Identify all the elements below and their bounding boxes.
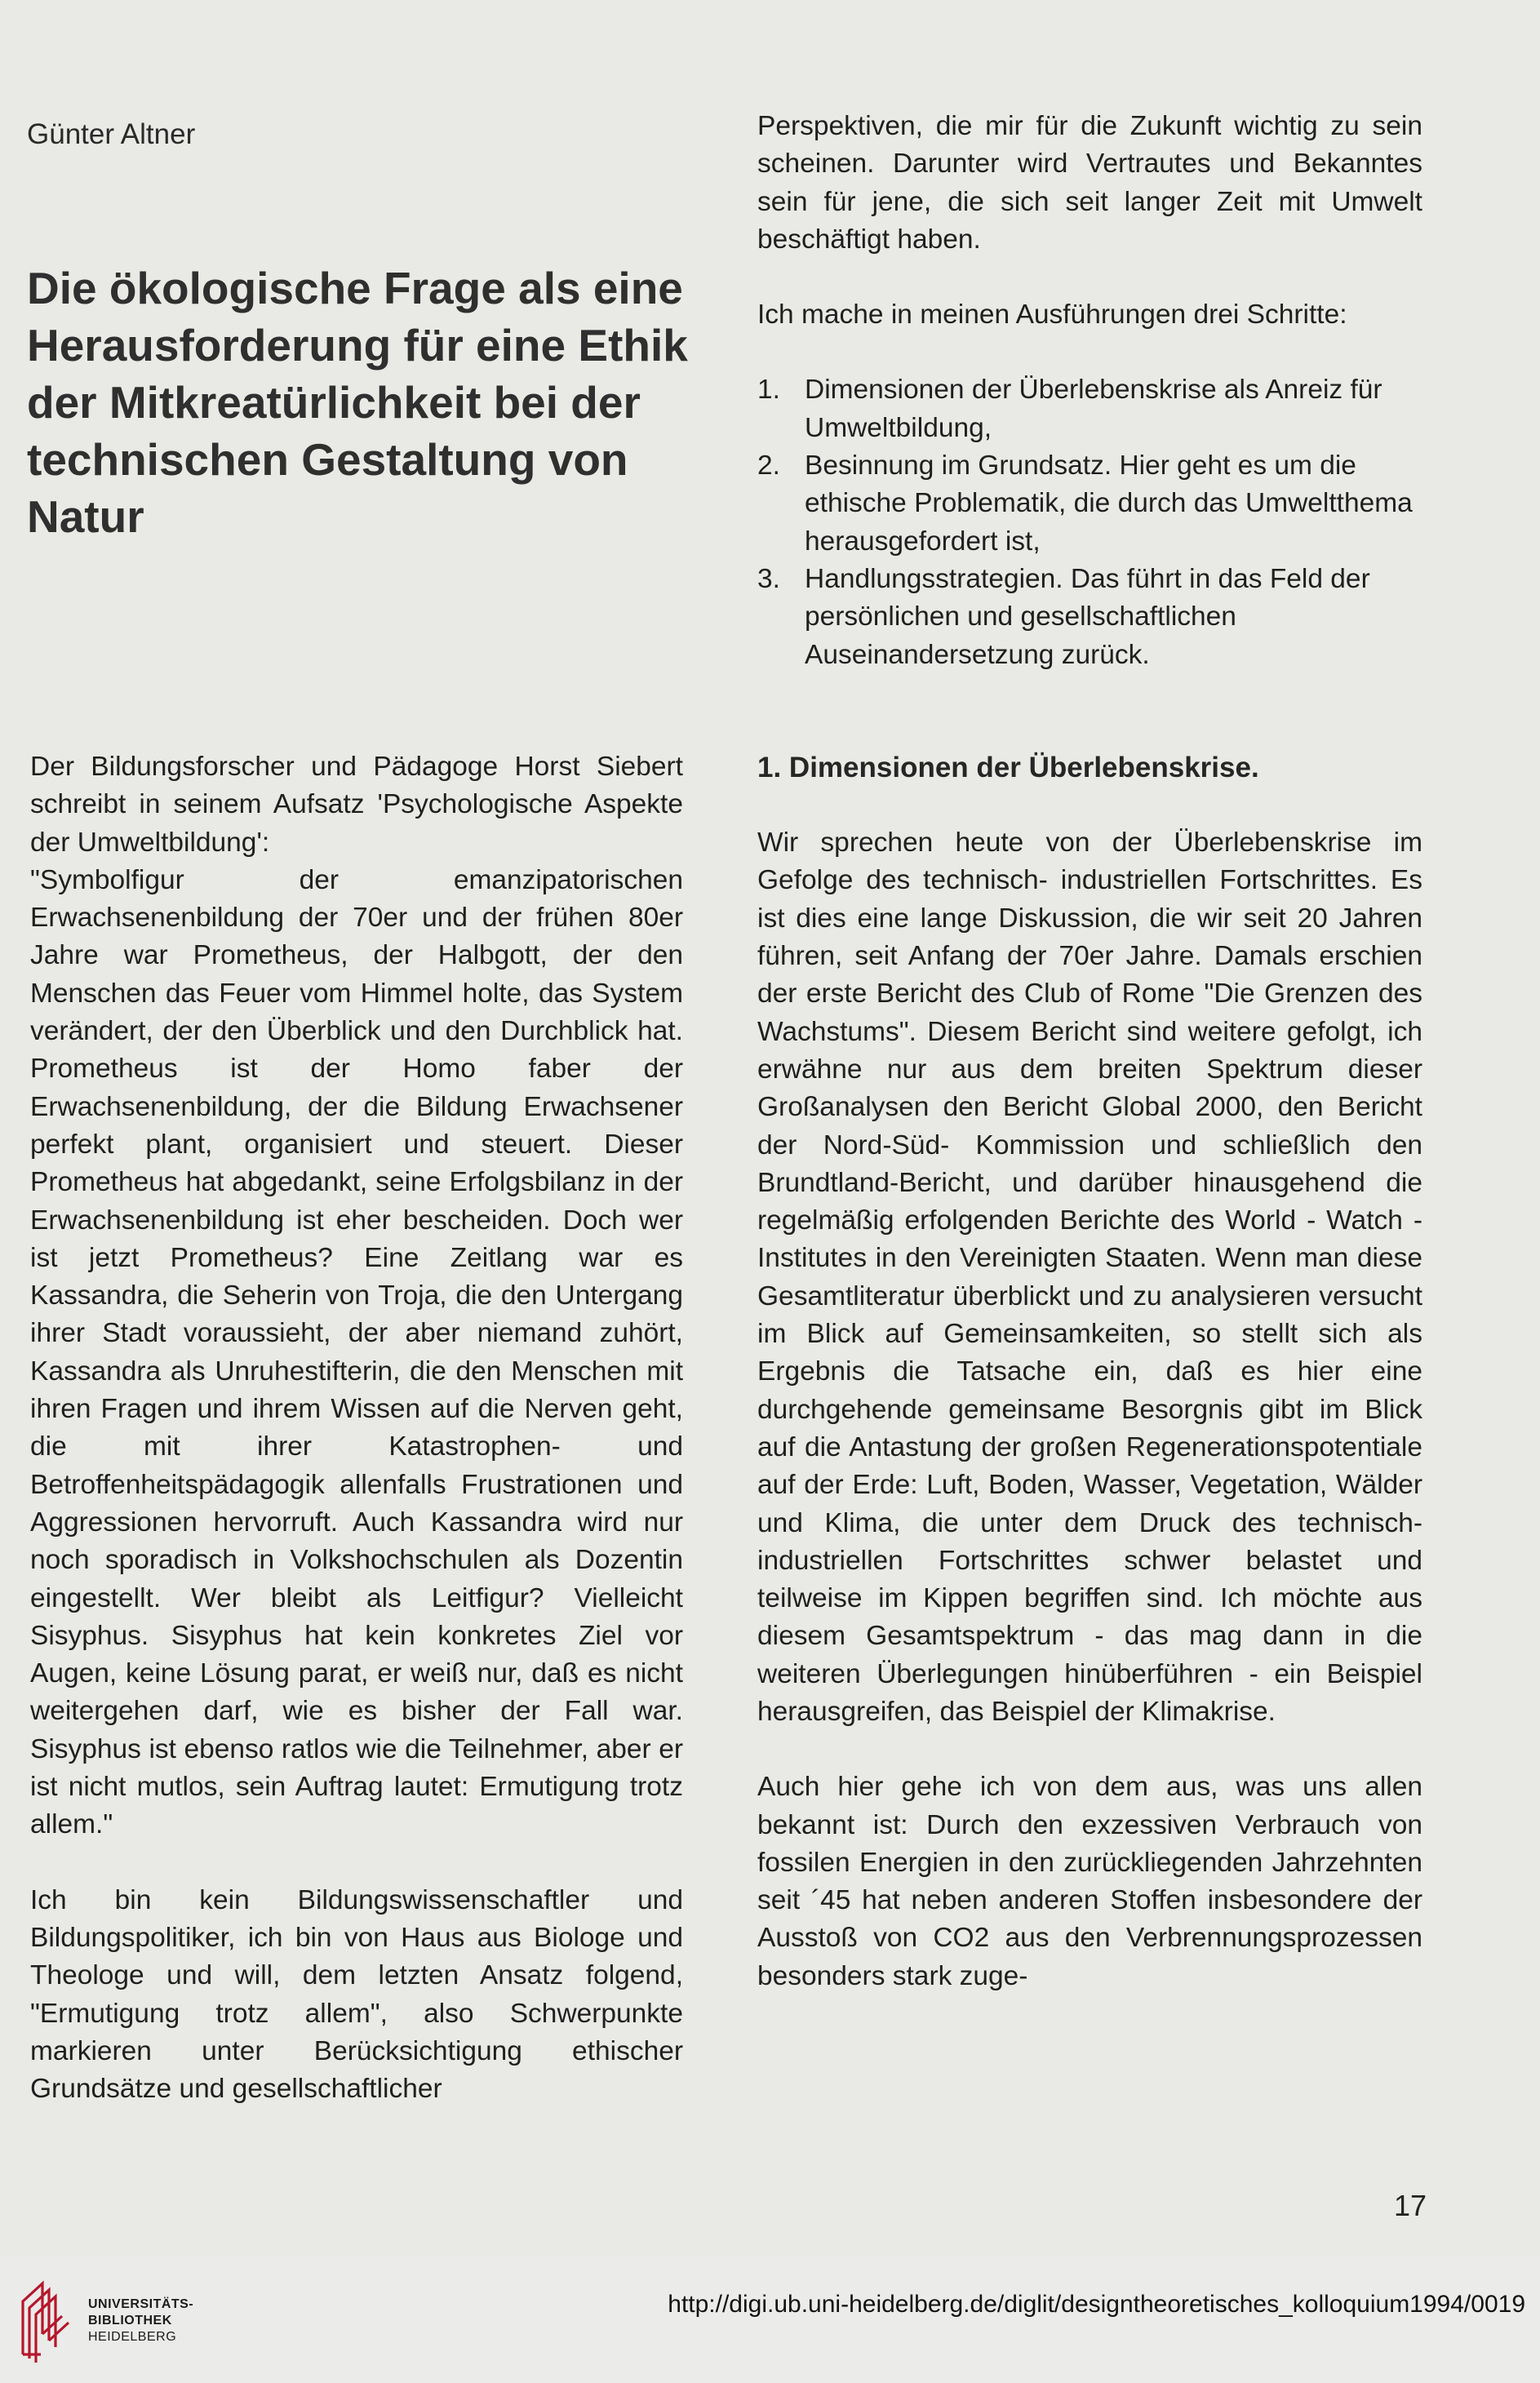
library-logo-icon [16,2277,82,2367]
steps-intro: Ich mache in meinen Ausführungen drei Schritte: [757,300,1347,331]
list-text: Besinnung im Grundsatz. Hier geht es um die ethische Problematik, die durch das Umweltthema herausgefordert ist, [805,450,1413,557]
article-title: Die ökologische Frage als eine Herausforderung für eine Ethik der Mitkreatürlichkeit bei der technischen Gestaltung von Natur [27,263,688,542]
list-text: Dimensionen der Überlebenskrise als Anreiz für Umweltbildung, [805,375,1382,443]
perspectives-paragraph: Perspektiven, die mir für die Zukunft wichtig zu sein scheinen. Darunter wird Vertrautes und Bekanntes sein für jene, die sich seit langer Zeit mit Umwelt beschäftigt haben. [757,111,1422,255]
list-number: 3. [757,563,780,594]
crisis-paragraph: Wir sprechen heute von der Überlebenskrise im Gefolge des technisch- industriellen Fortschrittes. Es ist dies eine lange Diskussion, die wir seit 20 Jahren führen, seit Anfang der 70er Jahre. Damals erschien der erste Bericht des Club of Rome "Die Grenzen des Wachstums". Diesem Bericht sind weitere gefolgt, ich erwähne nur aus dem breiten Spektrum dieser Großanalysen den Bericht Global 2000, den Bericht der Nord-Süd- Kommission und schließlich den Brundtland-Bericht, und darüber hinausgehend die regelmäßig erfolgenden Berichte des World - Watch - Institutes in den Vereinigten Staaten. Wenn man diese Gesamtliteratur überblickt und zu analysieren versucht im Blick auf Gemeinsamkeiten, so stellt sich als Ergebnis die Tatsache ein, daß es hier eine durchgehende gemeinsame Besorgnis gibt im Blick auf die Antastung der großen Regenerationspotentiale auf der Erde: Luft, Boden, Wasser, Vegetation, Wälder und Klima, die unter dem Druck des technisch-industriellen Fortschrittes schwer belastet und teilweise im Kippen begriffen sind. Ich möchte aus diesem Gesamtspektrum - das mag dann in die weiteren Überlegungen hinüberführen - ein Beispiel herausgreifen, das Beispiel der Klimakrise. [757,828,1422,1727]
library-line: HEIDELBERG [88,2330,177,2344]
list-number: 2. [757,450,780,481]
left-column [30,748,683,2108]
list-text: Handlungsstrategien. Das führt in das Feld der persönlichen und gesellschaftlichen Auseinandersetzung zurück. [805,563,1370,670]
library-name [88,2296,193,2345]
library-line: BIBLIOTHEK [88,2314,172,2328]
list-item [757,447,1422,561]
section-heading: 1. Dimensionen der Überlebenskrise. [757,751,1259,783]
author-name: Günter Altner [27,118,196,150]
page-number: 17 [1394,2189,1427,2222]
steps-list [757,371,1422,673]
footer-bar [0,2257,1540,2383]
climate-paragraph: Auch hier gehe ich von dem aus, was uns allen bekannt ist: Durch den exzessiven Verbrauch von fossilen Energien in den zurückliegenden Jahrzehnten seit ´45 hat neben anderen Stoffen insbesondere der Ausstoß von CO2 aus den Verbrennungsprozessen besonders stark zuge- [757,1772,1422,1991]
source-url-link[interactable]: http://digi.ub.uni-heidelberg.de/diglit/designtheoretisches_kolloquium1994/0019 [668,2291,1525,2318]
quote-paragraph: "Symbolfigur der emanzipatorischen Erwachsenenbildung der 70er und der frühen 80er Jahre war Prometheus, der Halbgott, der den Menschen das Feuer vom Himmel holte, das System verändert, der den Überblick und den Durchblick hat. Prometheus ist der Homo faber der Erwachsenenbildung, der die Bildung Erwachsener perfekt plant, organisiert und steuert. Dieser Prometheus hat abgedankt, seine Erfolgsbilanz in der Erwachsenenbildung ist eher bescheiden. Doch wer ist jetzt Prometheus? Eine Zeitlang war es Kassandra, die Seherin von Troja, die den Untergang ihrer Stadt voraussieht, der aber niemand zuhört, Kassandra als Unruhestifterin, die den Menschen mit ihren Fragen und ihrem Wissen auf die Nerven geht, die mit ihrer Katastrophen- und Betroffenheitspädagogik allenfalls Frustrationen und Aggressionen hervorruft. Auch Kassandra wird nur noch sporadisch in Volkshochschulen als Dozentin eingestellt. Wer bleibt als Leitfigur? Vielleicht Sisyphus. Sisyphus hat kein konkretes Ziel vor Augen, keine Lösung parat, er weiß nur, daß es nicht weitergehen darf, wie es bisher der Fall war. Sisyphus ist ebenso ratlos wie die Teilnehmer, aber er ist nicht mutlos, sein Auftrag lautet: Ermutigung trotz allem." [30,864,683,1840]
intro-paragraph: Der Bildungsforscher und Pädagoge Horst Siebert schreibt in seinem Aufsatz 'Psychologische Aspekte der Umweltbildung': [30,752,683,858]
list-item [757,371,1422,447]
right-column [757,108,1422,1995]
author-statement-paragraph: Ich bin kein Bildungswissenschaftler und Bildungspolitiker, ich bin von Haus aus Biologe und Theologe und will, dem letzten Ansatz folgend, "Ermutigung trotz allem", also Schwerpunkte markieren unter Berücksichtigung ethischer Grundsätze und gesellschaftlicher [30,1884,683,2105]
list-item [757,561,1422,674]
library-line: UNIVERSITÄTS- [88,2297,194,2311]
list-number: 1. [757,375,780,406]
